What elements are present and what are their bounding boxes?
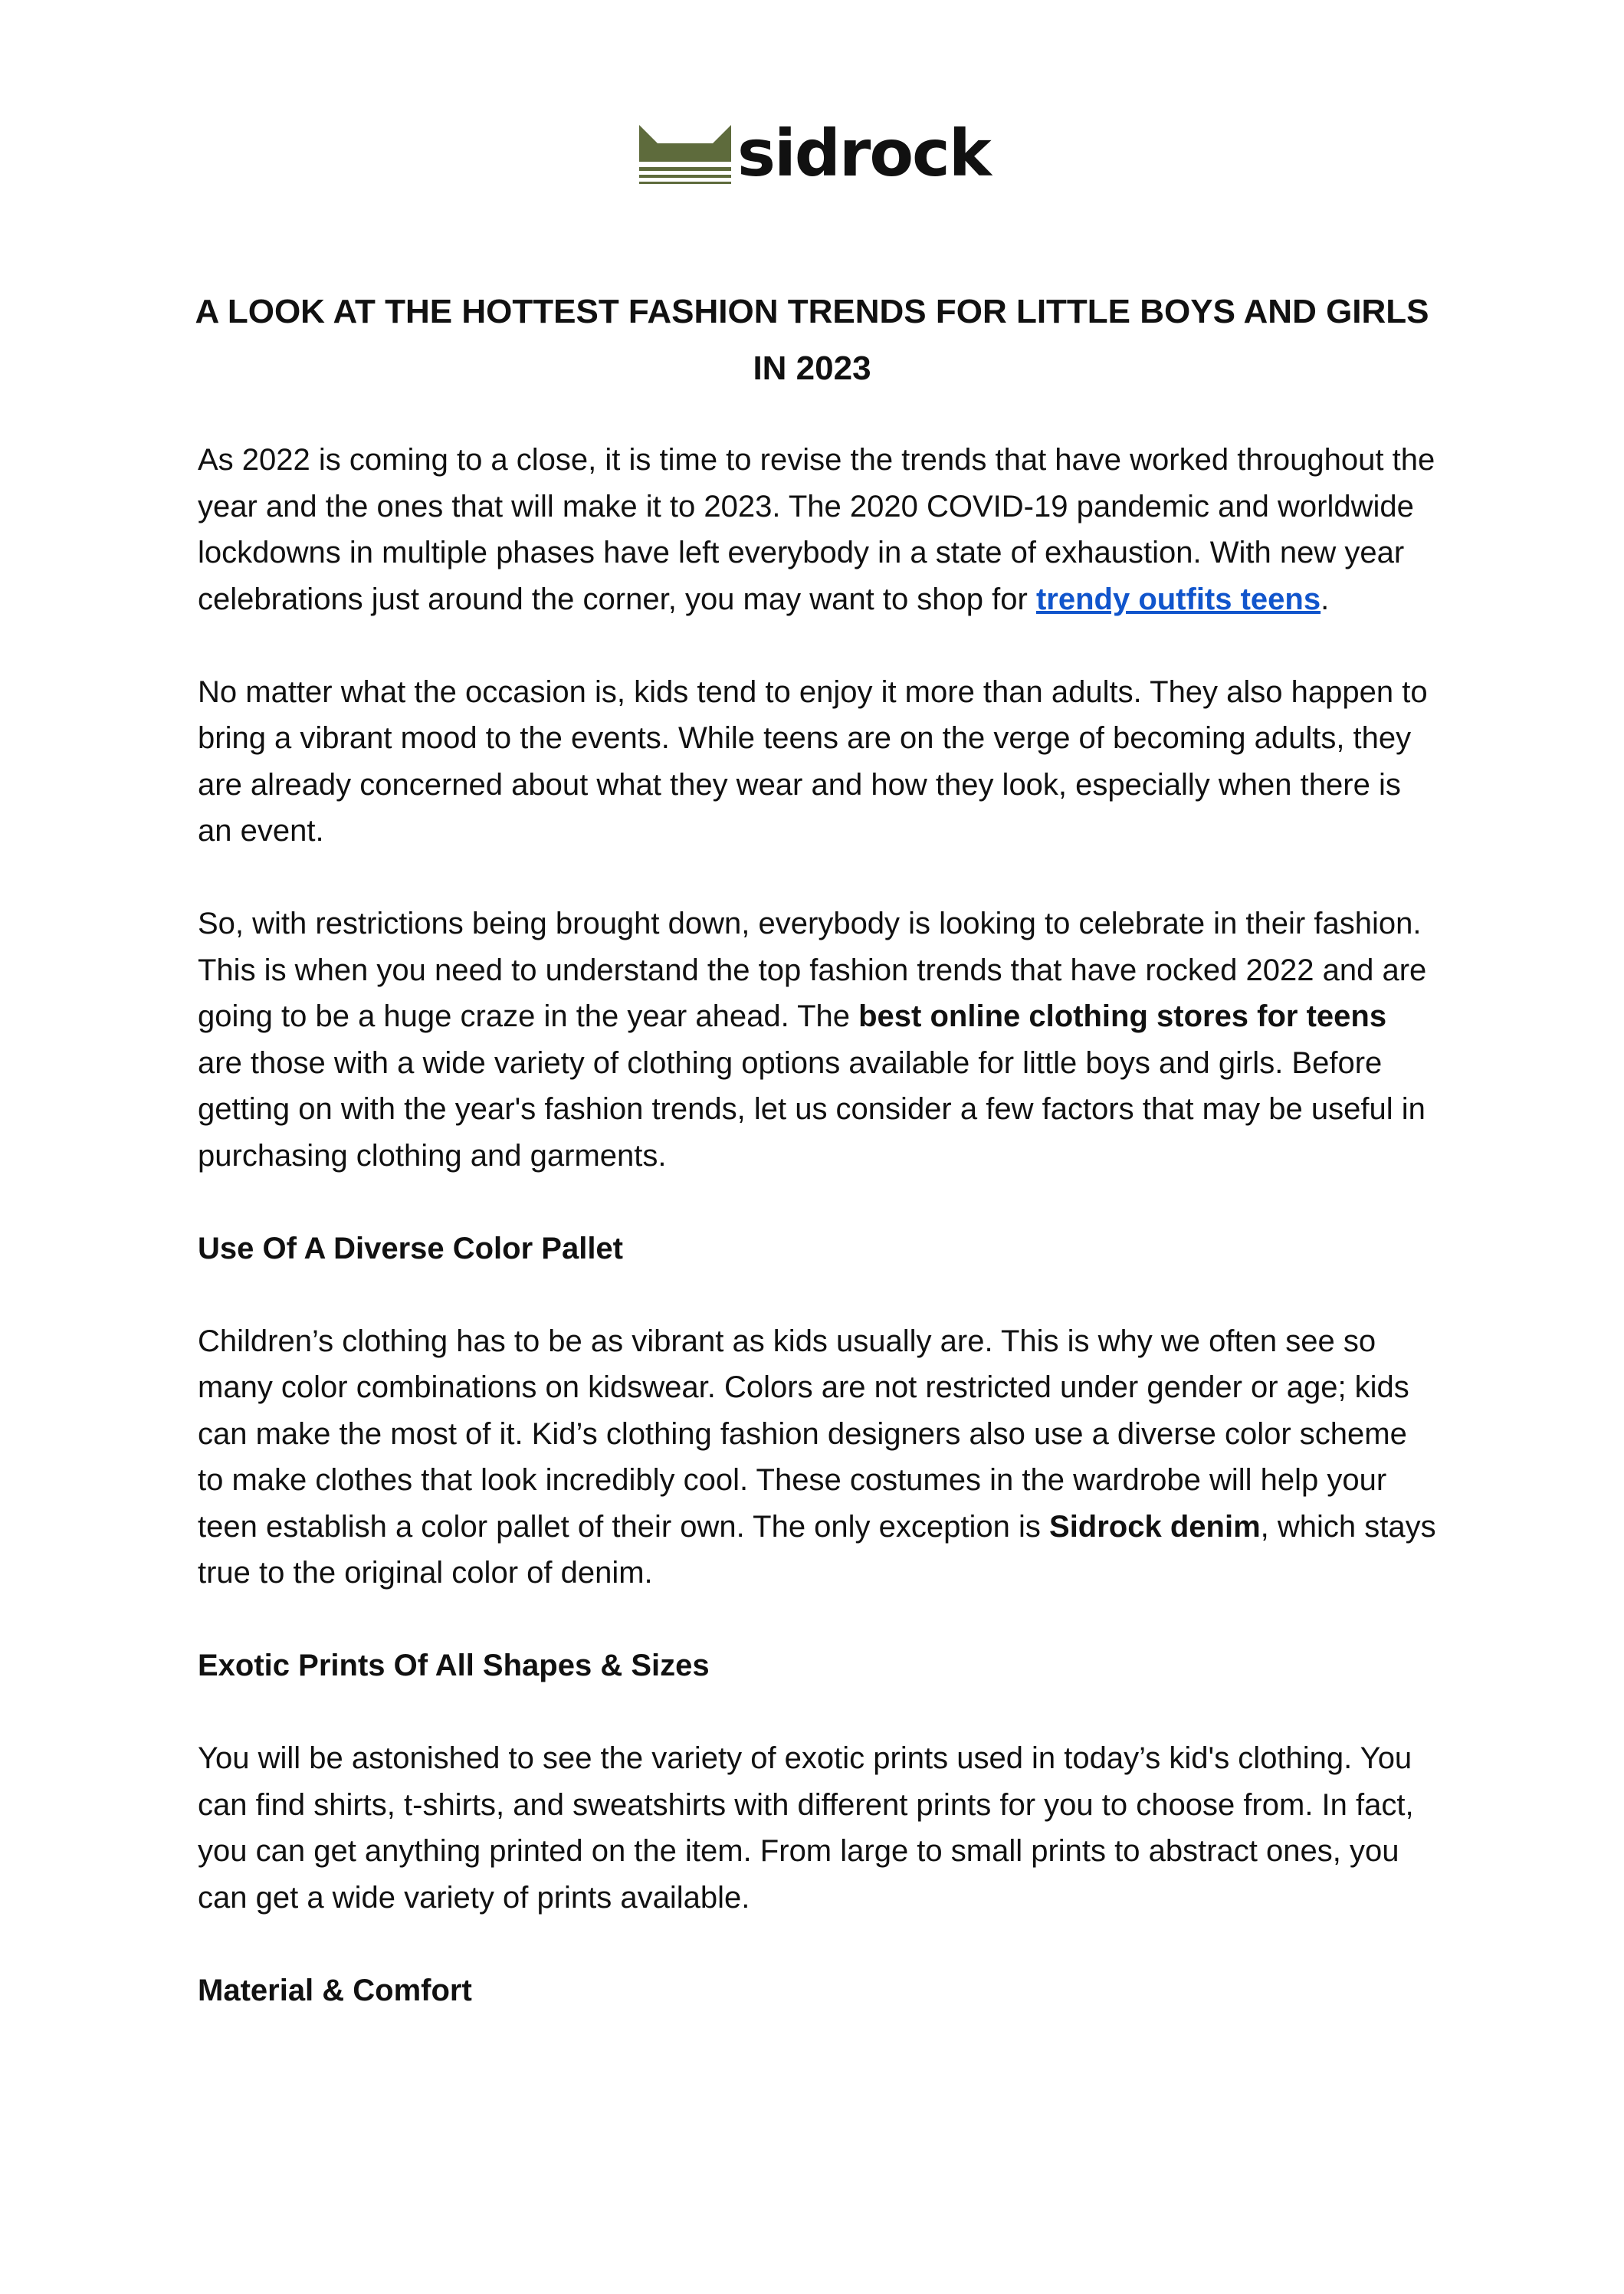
paragraph-color-pallet-text: Children’s clothing has to be as vibrant as kids usually are. This is why we often see so many color combinations on kidswear. Colors are not restricted under gender or age; kids can make the most of it. Kid’s clothing fashion designers also use a diverse color scheme to make clothes that look incredibly cool. These costumes in the wardrobe will help your teen establish a color pallet of their own. The only exception is [198, 1324, 1409, 1544]
intro-text: As 2022 is coming to a close, it is time to revise the trends that have worked throughout the year and the ones that will make it to 2023. The 2020 COVID-19 pandemic and worldwide lockdowns in multiple phases have left everybody in a state of exhaustion. With new year celebrations just around the corner, you may want to shop for [198, 443, 1435, 616]
section-heading-color-pallet: Use Of A Diverse Color Pallet [198, 1231, 623, 1265]
paragraph-exotic-prints: You will be astonished to see the variety of exotic prints used in today’s kid's clothing. You can find shirts, t-shirts, and sweatshirts with different prints for you to choose from. In fact, you can get anything printed on the item. From large to small prints to abstract ones, you can get a wide variety of prints available. [198, 1741, 1414, 1915]
brand-name: sidrock [737, 116, 990, 191]
crown-logo-icon [638, 120, 733, 186]
intro-text-end: . [1321, 582, 1330, 616]
best-online-stores-keyword: best online clothing stores for teens [858, 999, 1387, 1033]
article-body [198, 437, 1439, 2060]
paragraph-color-pallet-text-end: , which stays true to the original color of denim. [198, 1509, 1436, 1590]
paragraph-color-pallet [198, 1318, 1439, 1597]
trendy-outfits-link[interactable]: trendy outfits teens [1035, 582, 1321, 616]
sidrock-denim-keyword: Sidrock denim [1049, 1509, 1261, 1544]
paragraph-restrictions [198, 901, 1439, 1179]
intro-paragraph [198, 437, 1439, 622]
brand-logo[interactable] [638, 117, 990, 190]
paragraph-restrictions-text-end: are those with a wide variety of clothing options available for little boys and girls. Before getting on with the year's fashion trends, let us consider a few factors that may be useful in purchasing clothing and garments. [198, 1045, 1426, 1173]
section-heading-material-comfort: Material & Comfort [198, 1973, 472, 2007]
paragraph-occasion: No matter what the occasion is, kids tend to enjoy it more than adults. They also happen to bring a vibrant mood to the events. While teens are on the verge of becoming adults, they are already concerned about what they wear and how they look, especially when there is an event. [198, 674, 1428, 848]
section-heading-exotic-prints: Exotic Prints Of All Shapes & Sizes [198, 1649, 710, 1682]
paragraph-restrictions-text: So, with restrictions being brought down, everybody is looking to celebrate in their fashion. This is when you need to understand the top fashion trends that have rocked 2022 and are going to be a huge craze in the year ahead. The [198, 907, 1427, 1033]
article-title: A LOOK AT THE HOTTEST FASHION TRENDS FOR LITTLE BOYS AND GIRLS IN 2023 [195, 293, 1429, 387]
